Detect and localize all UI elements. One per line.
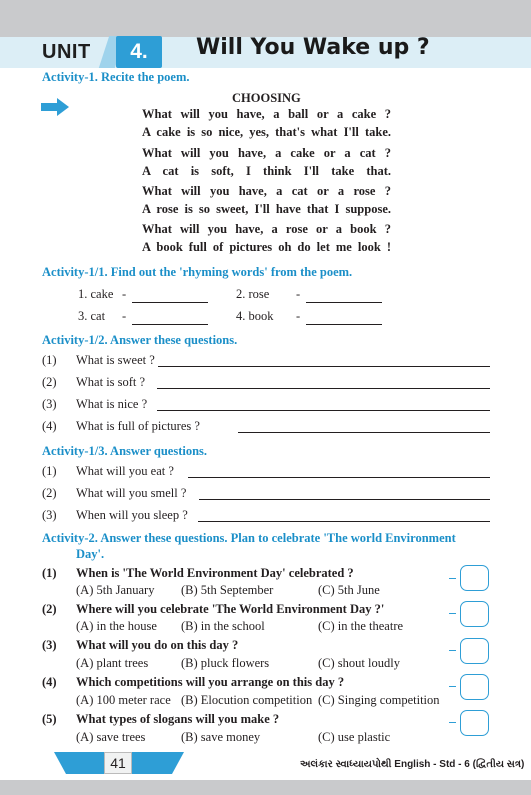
question-number: (5) [42, 712, 57, 726]
activity-2-heading-cont: Day'. [76, 547, 105, 561]
answer-line[interactable] [238, 432, 490, 433]
unit-title: Will You Wake up ? [196, 35, 430, 60]
question-number: (1) [42, 464, 57, 478]
activity-1-1-heading: Activity-1/1. Find out the 'rhyming words' from the poem. [42, 265, 353, 279]
answer-box[interactable] [460, 565, 489, 591]
question-text: What is full of pictures ? [76, 419, 200, 433]
option-a: (A) plant trees [76, 656, 149, 670]
activity-1-2-heading: Activity-1/2. Answer these questions. [42, 333, 238, 347]
rhyme-item-label: 1. cake [78, 287, 114, 301]
question-number: (2) [42, 602, 57, 616]
question-text: Which competitions will you arrange on this day ? [76, 675, 345, 689]
question-number: (1) [42, 353, 57, 367]
answer-line[interactable] [198, 521, 490, 522]
answer-line[interactable] [188, 477, 490, 478]
rhyme-item-dash: - [122, 309, 127, 323]
answer-dash [449, 578, 456, 579]
question-number: (2) [42, 375, 57, 389]
question-text: When will you sleep ? [76, 508, 188, 522]
option-a: (A) in the house [76, 619, 157, 633]
poem-line: A rose is so sweet, I'll have that I suppose. [142, 202, 391, 216]
poem-line: A book full of pictures oh do let me look ! [142, 240, 391, 254]
poem-line: What will you have, a cat or a rose ? [142, 184, 391, 198]
poem-line: A cat is soft, I think I'll take that. [142, 164, 391, 178]
poem-title: CHOOSING [232, 91, 301, 105]
answer-dash [449, 650, 456, 651]
option-c: (C) shout loudly [318, 656, 400, 670]
option-a: (A) 100 meter race [76, 693, 171, 707]
page-number: 41 [104, 752, 132, 774]
answer-dash [449, 686, 456, 687]
answer-line[interactable] [157, 388, 490, 389]
option-c: (C) Singing competition [318, 693, 440, 707]
option-b: (B) save money [181, 730, 261, 744]
answer-line[interactable] [158, 366, 490, 367]
rhyme-answer-blank[interactable] [132, 324, 208, 325]
answer-dash [449, 613, 456, 614]
activity-2-heading: Activity-2. Answer these questions. Plan to celebrate 'The world Environment [42, 531, 456, 545]
poem-line: What will you have, a rose or a book ? [142, 222, 391, 236]
rhyme-answer-blank[interactable] [306, 302, 382, 303]
question-text: When is 'The World Environment Day' celebrated ? [76, 566, 354, 580]
question-text: What types of slogans will you make ? [76, 712, 280, 726]
question-text: What will you smell ? [76, 486, 187, 500]
rhyme-answer-blank[interactable] [306, 324, 382, 325]
answer-box[interactable] [460, 601, 489, 627]
question-number: (2) [42, 486, 57, 500]
question-number: (4) [42, 675, 57, 689]
option-c: (C) in the theatre [318, 619, 404, 633]
answer-line[interactable] [157, 410, 490, 411]
option-a: (A) 5th January [76, 583, 155, 597]
poem-line: What will you have, a ball or a cake ? [142, 107, 391, 121]
question-text: What is nice ? [76, 397, 148, 411]
answer-box[interactable] [460, 638, 489, 664]
option-b: (B) pluck flowers [181, 656, 270, 670]
question-text: Where will you celebrate 'The World Environment Day ?' [76, 602, 385, 616]
unit-label: UNIT [42, 41, 91, 63]
rhyme-item-label: 4. book [236, 309, 274, 323]
rhyme-answer-blank[interactable] [132, 302, 208, 303]
activity-1-3-heading: Activity-1/3. Answer questions. [42, 444, 208, 458]
rhyme-item-label: 2. rose [236, 287, 270, 301]
activity-1-heading: Activity-1. Recite the poem. [42, 70, 190, 84]
question-number: (3) [42, 508, 57, 522]
top-gray-band [0, 0, 531, 37]
rhyme-item-label: 3. cat [78, 309, 106, 323]
question-text: What will you do on this day ? [76, 638, 239, 652]
rhyme-item-dash: - [296, 309, 301, 323]
question-number: (3) [42, 397, 57, 411]
question-text: What is sweet ? [76, 353, 155, 367]
poem-line: What will you have, a cake or a cat ? [142, 146, 391, 160]
poem-line: A cake is so nice, yes, that's what I'll take. [142, 125, 391, 139]
right-arrow-icon [41, 98, 69, 116]
answer-box[interactable] [460, 674, 489, 700]
option-a: (A) save trees [76, 730, 146, 744]
option-b: (B) in the school [181, 619, 265, 633]
rhyme-item-dash: - [122, 287, 127, 301]
option-b: (B) Elocution competition [181, 693, 313, 707]
option-b: (B) 5th September [181, 583, 274, 597]
question-text: What is soft ? [76, 375, 146, 389]
book-footer-title: અલંકાર સ્વાધ્યાયપોથી English - Std - 6 (દ્વિતીય સત્ર) [300, 759, 525, 770]
answer-dash [449, 722, 456, 723]
unit-number-badge: 4. [116, 36, 162, 68]
question-number: (3) [42, 638, 57, 652]
bottom-gray-band [0, 780, 531, 795]
rhyme-item-dash: - [296, 287, 301, 301]
question-number: (4) [42, 419, 57, 433]
option-c: (C) 5th June [318, 583, 380, 597]
answer-box[interactable] [460, 710, 489, 736]
question-number: (1) [42, 566, 57, 580]
option-c: (C) use plastic [318, 730, 391, 744]
answer-line[interactable] [199, 499, 490, 500]
question-text: What will you eat ? [76, 464, 174, 478]
